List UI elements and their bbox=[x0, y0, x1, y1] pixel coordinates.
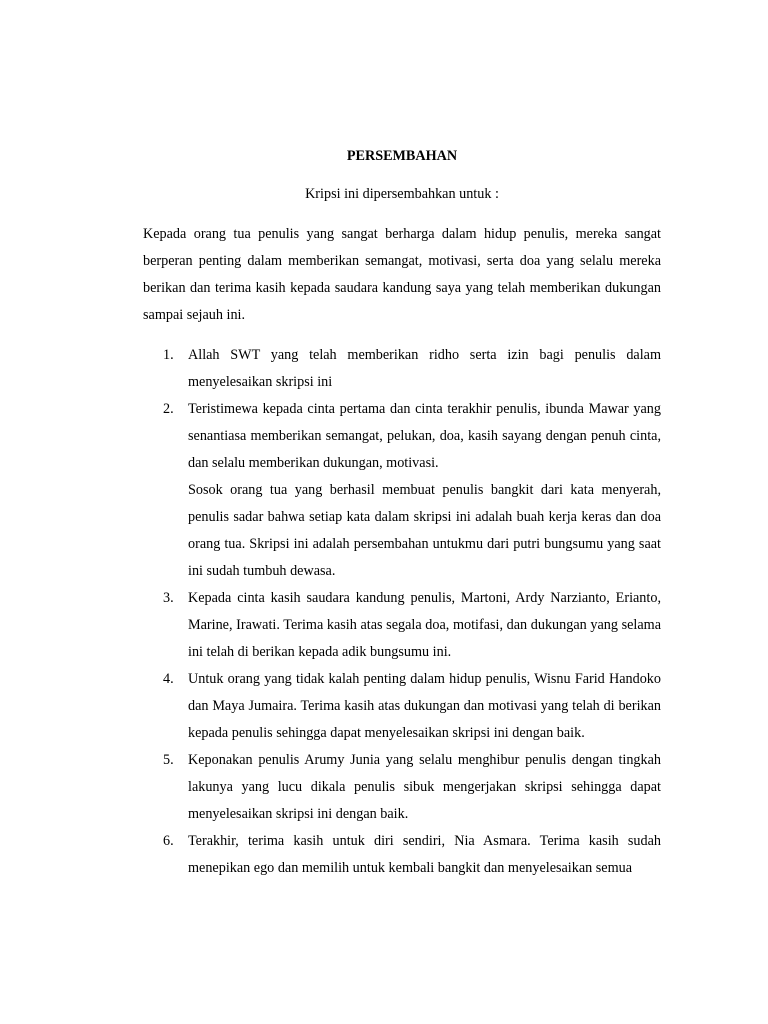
list-item-number: 5. bbox=[163, 752, 174, 768]
list-item-number: 6. bbox=[163, 833, 174, 849]
dedication-list bbox=[143, 342, 661, 882]
list-item-text: Keponakan penulis Arumy Junia yang selalu menghibur penulis dengan tingkah lakunya yang lucu dikala penulis sibuk mengerjakan skripsi sehingga dapat menyelesaikan skripsi ini dengan baik. bbox=[188, 752, 661, 822]
list-item bbox=[143, 747, 661, 828]
list-item-number: 4. bbox=[163, 671, 174, 687]
list-item bbox=[143, 666, 661, 747]
intro-paragraph: Kepada orang tua penulis yang sangat berharga dalam hidup penulis, mereka sangat berperan penting dalam memberikan semangat, motivasi, serta doa yang selalu mereka berikan dan terima kasih kepada saudara kandung saya yang telah memberikan dukungan sampai sejauh ini. bbox=[143, 226, 661, 323]
list-item-text: Allah SWT yang telah memberikan ridho serta izin bagi penulis dalam menyelesaikan skripsi ini bbox=[188, 347, 661, 390]
list-item-number: 1. bbox=[163, 347, 174, 363]
list-item-continuation: Sosok orang tua yang berhasil membuat penulis bangkit dari kata menyerah, penulis sadar bahwa setiap kata dalam skripsi ini adalah buah kerja keras dan doa orang tua. Skripsi ini adalah persembahan untukmu dari putri bungsumu yang saat ini sudah tumbuh dewasa. bbox=[188, 482, 661, 579]
list-item bbox=[143, 342, 661, 396]
list-item-number: 3. bbox=[163, 590, 174, 606]
page-subtitle: Kripsi ini dipersembahkan untuk : bbox=[305, 186, 499, 202]
list-item-text: Untuk orang yang tidak kalah penting dalam hidup penulis, Wisnu Farid Handoko dan Maya Jumaira. Terima kasih atas dukungan dan motivasi yang telah di berikan kepada penulis sehingga dapat menyelesaikan skripsi ini dengan baik. bbox=[188, 671, 661, 741]
list-item-number: 2. bbox=[163, 401, 174, 417]
page-title: PERSEMBAHAN bbox=[346, 148, 458, 164]
list-item bbox=[143, 585, 661, 666]
list-item bbox=[143, 828, 661, 882]
list-item-text: Teristimewa kepada cinta pertama dan cinta terakhir penulis, ibunda Mawar yang senantiasa memberikan semangat, pelukan, doa, kasih sayang dengan penuh cinta, dan selalu memberikan dukungan, motivasi. bbox=[188, 401, 661, 471]
list-item bbox=[143, 396, 661, 585]
page-content bbox=[143, 143, 661, 882]
list-item-text: Terakhir, terima kasih untuk diri sendiri, Nia Asmara. Terima kasih sudah menepikan ego dan memilih untuk kembali bangkit dan menyelesaikan semua bbox=[188, 833, 661, 876]
list-item-text: Kepada cinta kasih saudara kandung penulis, Martoni, Ardy Narzianto, Erianto, Marine, Irawati. Terima kasih atas segala doa, motifasi, dan dukungan yang selama ini telah di berikan kepada adik bungsumu ini. bbox=[188, 590, 661, 660]
